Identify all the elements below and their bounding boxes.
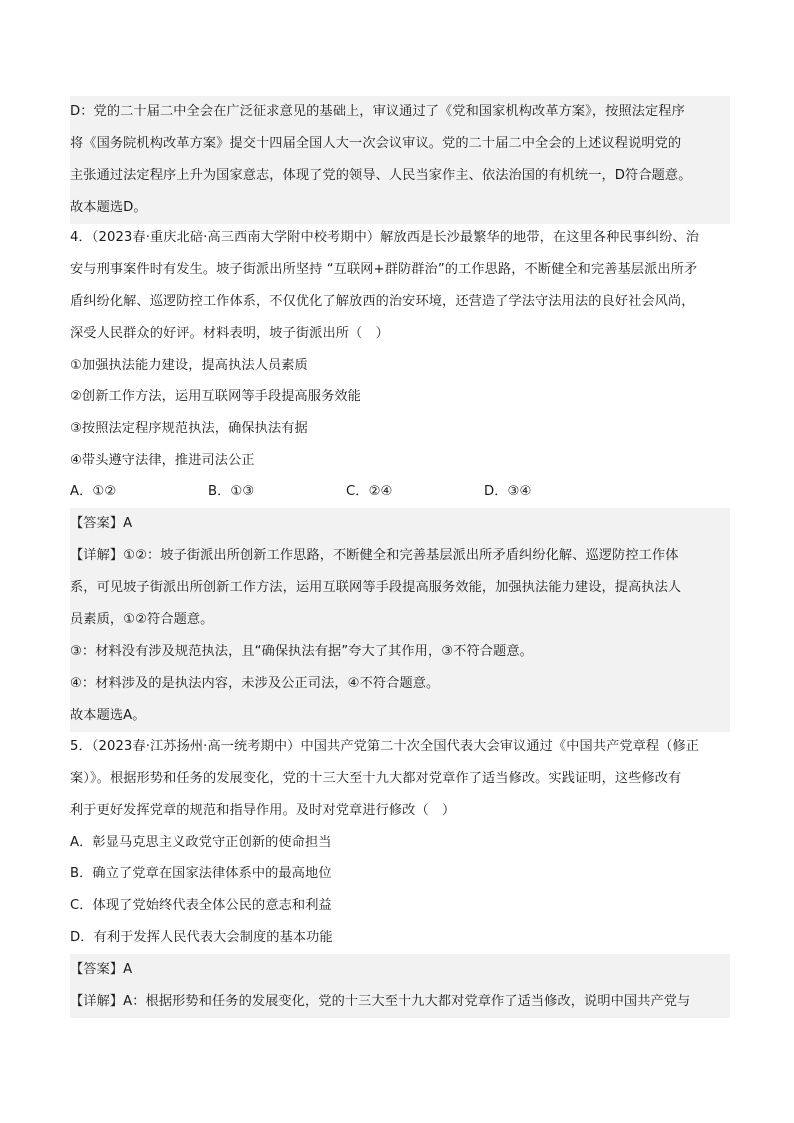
q4-statement-2: ②创新工作方法，运用互联网等手段提高服务效能	[70, 389, 361, 404]
q5-answer-label: 【答案】	[70, 962, 124, 977]
q4-detail-line: ④：材料涉及的是执法内容，未涉及公正司法，④不符合题意。	[70, 668, 730, 700]
prev-answer-line: 故本题选D。	[70, 192, 730, 224]
q4-detail-line: ③：材料没有涉及规范执法，且“确保执法有据”夸大了其作用，③不符合题意。	[70, 636, 730, 668]
q5-detail-line: 【详解】A：根据形势和任务的发展变化，党的十三大至十九大都对党章作了适当修改，说明中国共产党与	[70, 986, 730, 1018]
q4-detail-line: 故本题选A。	[70, 700, 730, 732]
q5-option-b: B．确立了党章在国家法律体系中的最高地位	[70, 866, 332, 881]
prev-answer-line: 主张通过法定程序上升为国家意志，体现了党的领导、人民当家作主、依法治国的有机统一，D符合题意。	[70, 160, 730, 192]
q4-statement-4: ④带头遵守法律，推进司法公正	[70, 453, 255, 468]
q5-option-c: C．体现了党始终代表全体公民的意志和利益	[70, 898, 332, 913]
q4-stem-line: 4．（2023春·重庆北碚·高三西南大学附中校考期中）解放西是长沙最繁华的地带，在这里各种民事纠纷、治	[70, 230, 700, 245]
q4-stem-line: 安与刑事案件时有发生。坡子街派出所坚持 “互联网+群防群治”的工作思路，不断健全和完善基层派出所矛	[70, 262, 698, 277]
prev-answer-line: D：党的二十届二中全会在广泛征求意见的基础上，审议通过了《党和国家机构改革方案》，按照法定程序	[70, 96, 730, 128]
q5-option-a: A．彰显马克思主义政党守正创新的使命担当	[70, 835, 332, 850]
q4-detail-line: 系，可见坡子街派出所创新工作方法，运用互联网等手段提高服务效能，加强执法能力建设，提高执法人	[70, 572, 730, 604]
q4-stem-line: 盾纠纷化解、巡逻防控工作体系，不仅优化了解放西的治安环境，还营造了学法守法用法的良好社会风尚，	[70, 294, 695, 309]
q4-answer-label: 【答案】	[70, 516, 124, 531]
prev-answer-line: 将《国务院机构改革方案》提交十四届全国人大一次会议审议。党的二十届二中全会的上述议程说明党的	[70, 128, 730, 160]
q4-detail-line: 【详解】①②：坡子街派出所创新工作思路，不断健全和完善基层派出所矛盾纠纷化解、巡逻防控工作体	[70, 540, 730, 572]
q4-option-c: C．②④	[346, 484, 393, 499]
q5-answer	[70, 954, 730, 986]
q4-options	[70, 476, 730, 508]
q4-answer	[70, 508, 730, 540]
q5-stem-line: 5．（2023春·江苏扬州·高一统考期中）中国共产党第二十次全国代表大会审议通过《中国共产党章程（修正	[70, 739, 700, 754]
q5-stem-line: 利于更好发挥党章的规范和指导作用。及时对党章进行修改（ ）	[70, 803, 456, 818]
q5-answer-value: A	[123, 962, 133, 977]
q4-statement-3: ③按照法定程序规范执法，确保执法有据	[70, 421, 308, 436]
q5-option-d: D．有利于发挥人民代表大会制度的基本功能	[70, 930, 333, 945]
q4-answer-value: A	[123, 516, 133, 531]
q4-stem-line: 深受人民群众的好评。材料表明，坡子街派出所（ ）	[70, 326, 389, 341]
q5-stem-line: 案）》。根据形势和任务的发展变化，党的十三大至十九大都对党章作了适当修改。实践证明，这些修改有	[70, 771, 682, 786]
q4-detail-line: 员素质，①②符合题意。	[70, 604, 730, 636]
q4-option-d: D．③④	[484, 484, 532, 499]
q4-statement-1: ①加强执法能力建设，提高执法人员素质	[70, 358, 308, 373]
q4-option-b: B．①③	[208, 484, 255, 499]
q4-option-a: A．①②	[70, 484, 117, 499]
